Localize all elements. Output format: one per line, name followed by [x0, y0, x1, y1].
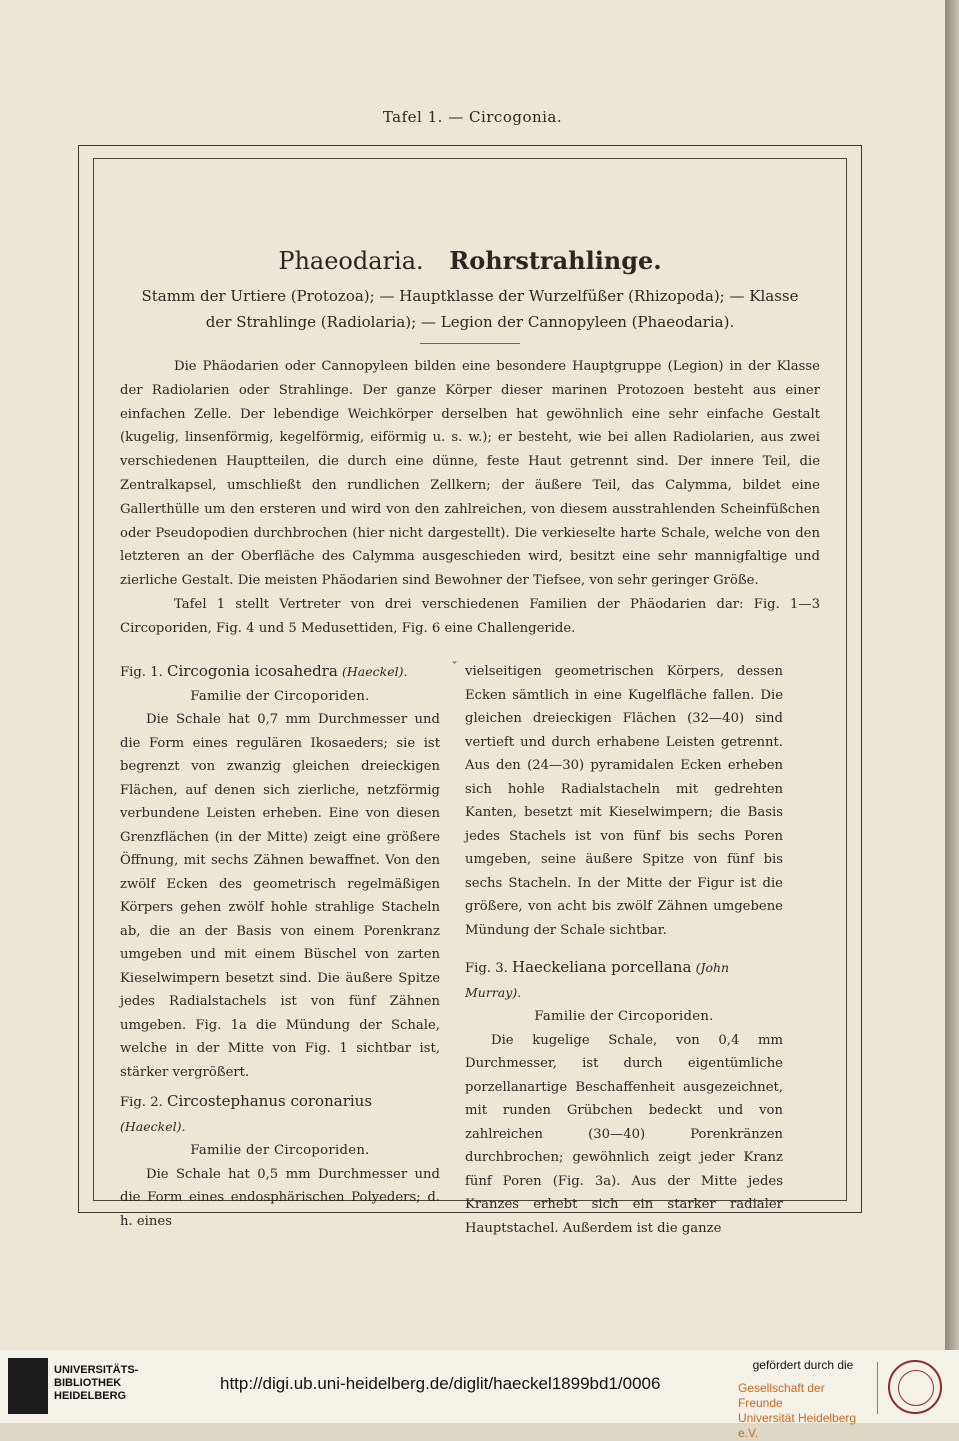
library-logo-icon[interactable]: [8, 1358, 48, 1414]
taxonomy-line-2: der Strahlinge (Radiolaria); — Legion der Cannopyleen (Phaeodaria).: [205, 313, 735, 331]
title-german: Rohrstrahlinge.: [449, 246, 662, 275]
sponsor-name-line-2: Universität Heidelberg e.V.: [738, 1411, 857, 1440]
fig2-heading: [120, 1090, 440, 1139]
sponsor-block[interactable]: [738, 1358, 868, 1441]
fig3-text: Die kugelige Schale, von 0,4 mm Durchmesser, ist durch eigentümliche porzellanartige Beschaffenheit ausgezeichnet, mit runden Grübchen bedeckt und von zahlreichen (30—40) Porenkränzen durchbrochen; gewöhnlich zeigt jeder Kranz fünf Poren (Fig. 3a). Aus der Mitte jedes Kranzes erhebt sich ein starker radialer Hauptstachel. Außerdem ist die ganze: [465, 1032, 783, 1236]
page-edge-shadow: [945, 0, 959, 1350]
fig3-species: Haeckeliana porcellana: [511, 958, 692, 976]
intro-text: [120, 355, 820, 641]
column-divider-mark: ˇ: [451, 660, 458, 676]
taxonomy-line-1: Stamm der Urtiere (Protozoa); — Hauptklasse der Wurzelfüßer (Rhizopoda); — Klasse: [141, 287, 799, 305]
page-title: [93, 246, 847, 275]
fig3-author: (John Murray).: [465, 960, 730, 1000]
fig2-text: Die Schale hat 0,5 mm Durchmesser und die Form eines endosphärischen Polyeders; d. h. eines: [120, 1166, 440, 1229]
plate-header: Tafel 1. — Circogonia.: [382, 108, 563, 126]
permalink-url[interactable]: http://digi.ub.uni-heidelberg.de/diglit/haeckel1899bd1/0006: [220, 1374, 661, 1393]
sponsor-intro: gefördert durch die: [752, 1358, 854, 1372]
fig1-family: Familie der Circoporiden.: [190, 688, 370, 704]
library-name-line-1: UNIVERSITÄTS-: [54, 1364, 139, 1376]
fig2-family: Familie der Circoporiden.: [190, 1143, 370, 1158]
fig3-label: Fig. 3.: [465, 961, 508, 976]
library-name[interactable]: [54, 1364, 138, 1403]
sponsor-divider: [877, 1362, 878, 1414]
fig3-family: Familie der Circoporiden.: [534, 1009, 714, 1024]
title-rule: [420, 343, 520, 344]
title-latin: Phaeodaria.: [278, 247, 424, 275]
sponsor-name-line-1: Gesellschaft der Freunde: [738, 1381, 825, 1410]
fig2-label: Fig. 2.: [120, 1095, 163, 1110]
library-name-line-3: HEIDELBERG: [54, 1390, 127, 1402]
intro-paragraph-2: Tafel 1 stellt Vertreter von drei verschiedenen Familien der Phäodarien dar: Fig. 1—3 Circoporiden, Fig. 4 und 5 Medusettiden, Fig. 6 eine Challengeride.: [120, 596, 820, 636]
left-column: [120, 660, 440, 1233]
right-continuation-text: vielseitigen geometrischen Körpers, dessen Ecken sämtlich in eine Kugelfläche fallen. Die gleichen dreieckigen Flächen (32—40) sind vertieft und durch erhabene Leisten getrennt. Aus den (24—30) pyramidalen Ecken erheben sich hohle Radialstacheln mit gedrehten Kanten, besetzt mit Kieselwimpern; die Basis jedes Stachels ist von fünf bis sechs Poren umgeben, seine äußere Spitze von fünf bis sechs Stacheln. In der Mitte der Figur ist die größere, von acht bis zwölf Zähnen umgebene Mündung der Schale sichtbar.: [465, 664, 783, 938]
fig2-author: (Haeckel).: [120, 1118, 186, 1134]
fig3-heading: [465, 956, 783, 1005]
fig1-species: Circogonia icosahedra: [166, 662, 338, 680]
footer-bar: [0, 1350, 959, 1440]
fig2-species: Circostephanus coronarius: [166, 1092, 373, 1110]
fig1-author: (Haeckel).: [342, 664, 408, 679]
fig1-text: Die Schale hat 0,7 mm Durchmesser und die Form eines regulären Ikosaeders; sie ist begrenzt von zwanzig gleichen dreieckigen Flächen, auf denen sich zierliche, netzförmig verbundene Leisten erheben. Eine von diesen Grenzflächen (in der Mitte) zeigt eine größere Öffnung, mit sechs Zähnen bewaffnet. Von den zwölf Ecken des geometrisch regelmäßigen Körpers gehen zwölf hohle strahlige Stacheln ab, die an der Basis von einem Porenkranz umgeben und mit einem Büschel von zarten Kieselwimpern besetzt sind. Die äußere Spitze jedes Radialstachels ist von fünf Zähnen umgeben. Fig. 1a die Mündung der Schale, welche in der Mitte von Fig. 1 sichtbar ist, stärker vergrößert.: [120, 712, 440, 1080]
fig1-label: Fig. 1.: [120, 665, 163, 680]
library-name-line-2: BIBLIOTHEK: [54, 1377, 122, 1389]
right-column: [465, 660, 783, 1240]
fig1-heading: [120, 660, 440, 685]
university-seal-icon[interactable]: [888, 1360, 942, 1414]
intro-paragraph-1: Die Phäodarien oder Cannopyleen bilden eine besondere Hauptgruppe (Legion) in der Klasse der Radiolarien oder Strahlinge. Der ganze Körper dieser marinen Protozoen besteht aus einer einfachen Zelle. Der lebendige Weichkörper derselben hat gewöhnlich eine sehr einfache Gestalt (kugelig, linsenförmig, kegelförmig, eiförmig u. s. w.); er besteht, wie bei allen Radiolarien, aus zwei verschiedenen Hauptteilen, die durch eine dünne, feste Haut getrennt sind. Der innere Teil, die Zentralkapsel, umschließt den rundlichen Zellkern; der äußere Teil, das Calymma, bildet eine Gallerthülle um den ersteren und wird von den zahlreichen, von diesem ausstrahlenden Scheinfüßchen oder Pseudopodien durchbrochen (hier nicht dargestellt). Die verkieselte harte Schale, welche von den letzteren an der Oberfläche des Calymma ausgeschieden wird, besitzt eine sehr mannigfaltige und zierliche Gestalt. Die meisten Phäodarien sind Bewohner der Tiefsee, von sehr geringer Größe.: [120, 359, 820, 589]
